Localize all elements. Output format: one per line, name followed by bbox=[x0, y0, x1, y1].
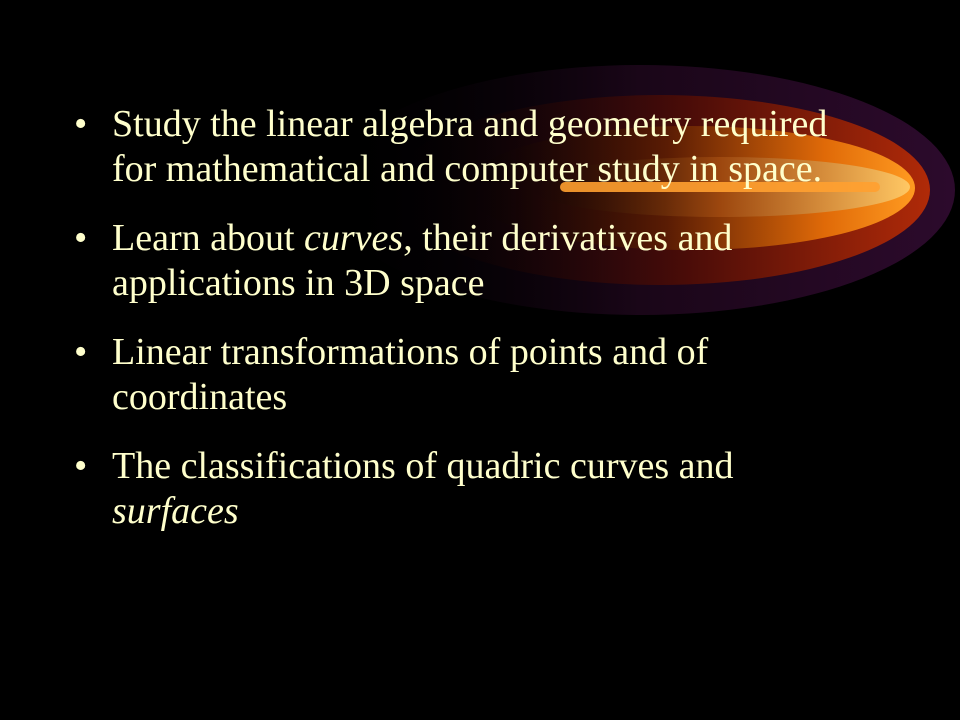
bullet-dot-icon: • bbox=[74, 217, 88, 259]
bullet-text: The classifications of quadric curves and bbox=[112, 445, 734, 487]
bullet-dot-icon: • bbox=[74, 103, 88, 145]
bullet-item bbox=[74, 330, 834, 420]
bullet-item bbox=[74, 444, 834, 534]
bullet-text: , their derivatives and applications in 3D space bbox=[112, 217, 733, 304]
bullet-text: Study the linear algebra and geometry required for mathematical and computer study in space. bbox=[112, 103, 828, 190]
bullet-text-italic: curves bbox=[304, 217, 404, 259]
bullet-dot-icon: • bbox=[74, 445, 88, 487]
bullet-text: Linear transformations of points and of coordinates bbox=[112, 331, 709, 418]
bullet-text: Learn about bbox=[112, 217, 305, 259]
bullet-dot-icon: • bbox=[74, 331, 88, 373]
bullet-list bbox=[74, 102, 834, 558]
bullet-text-italic: surfaces bbox=[112, 490, 239, 532]
bullet-item bbox=[74, 216, 834, 306]
bullet-item bbox=[74, 102, 834, 192]
